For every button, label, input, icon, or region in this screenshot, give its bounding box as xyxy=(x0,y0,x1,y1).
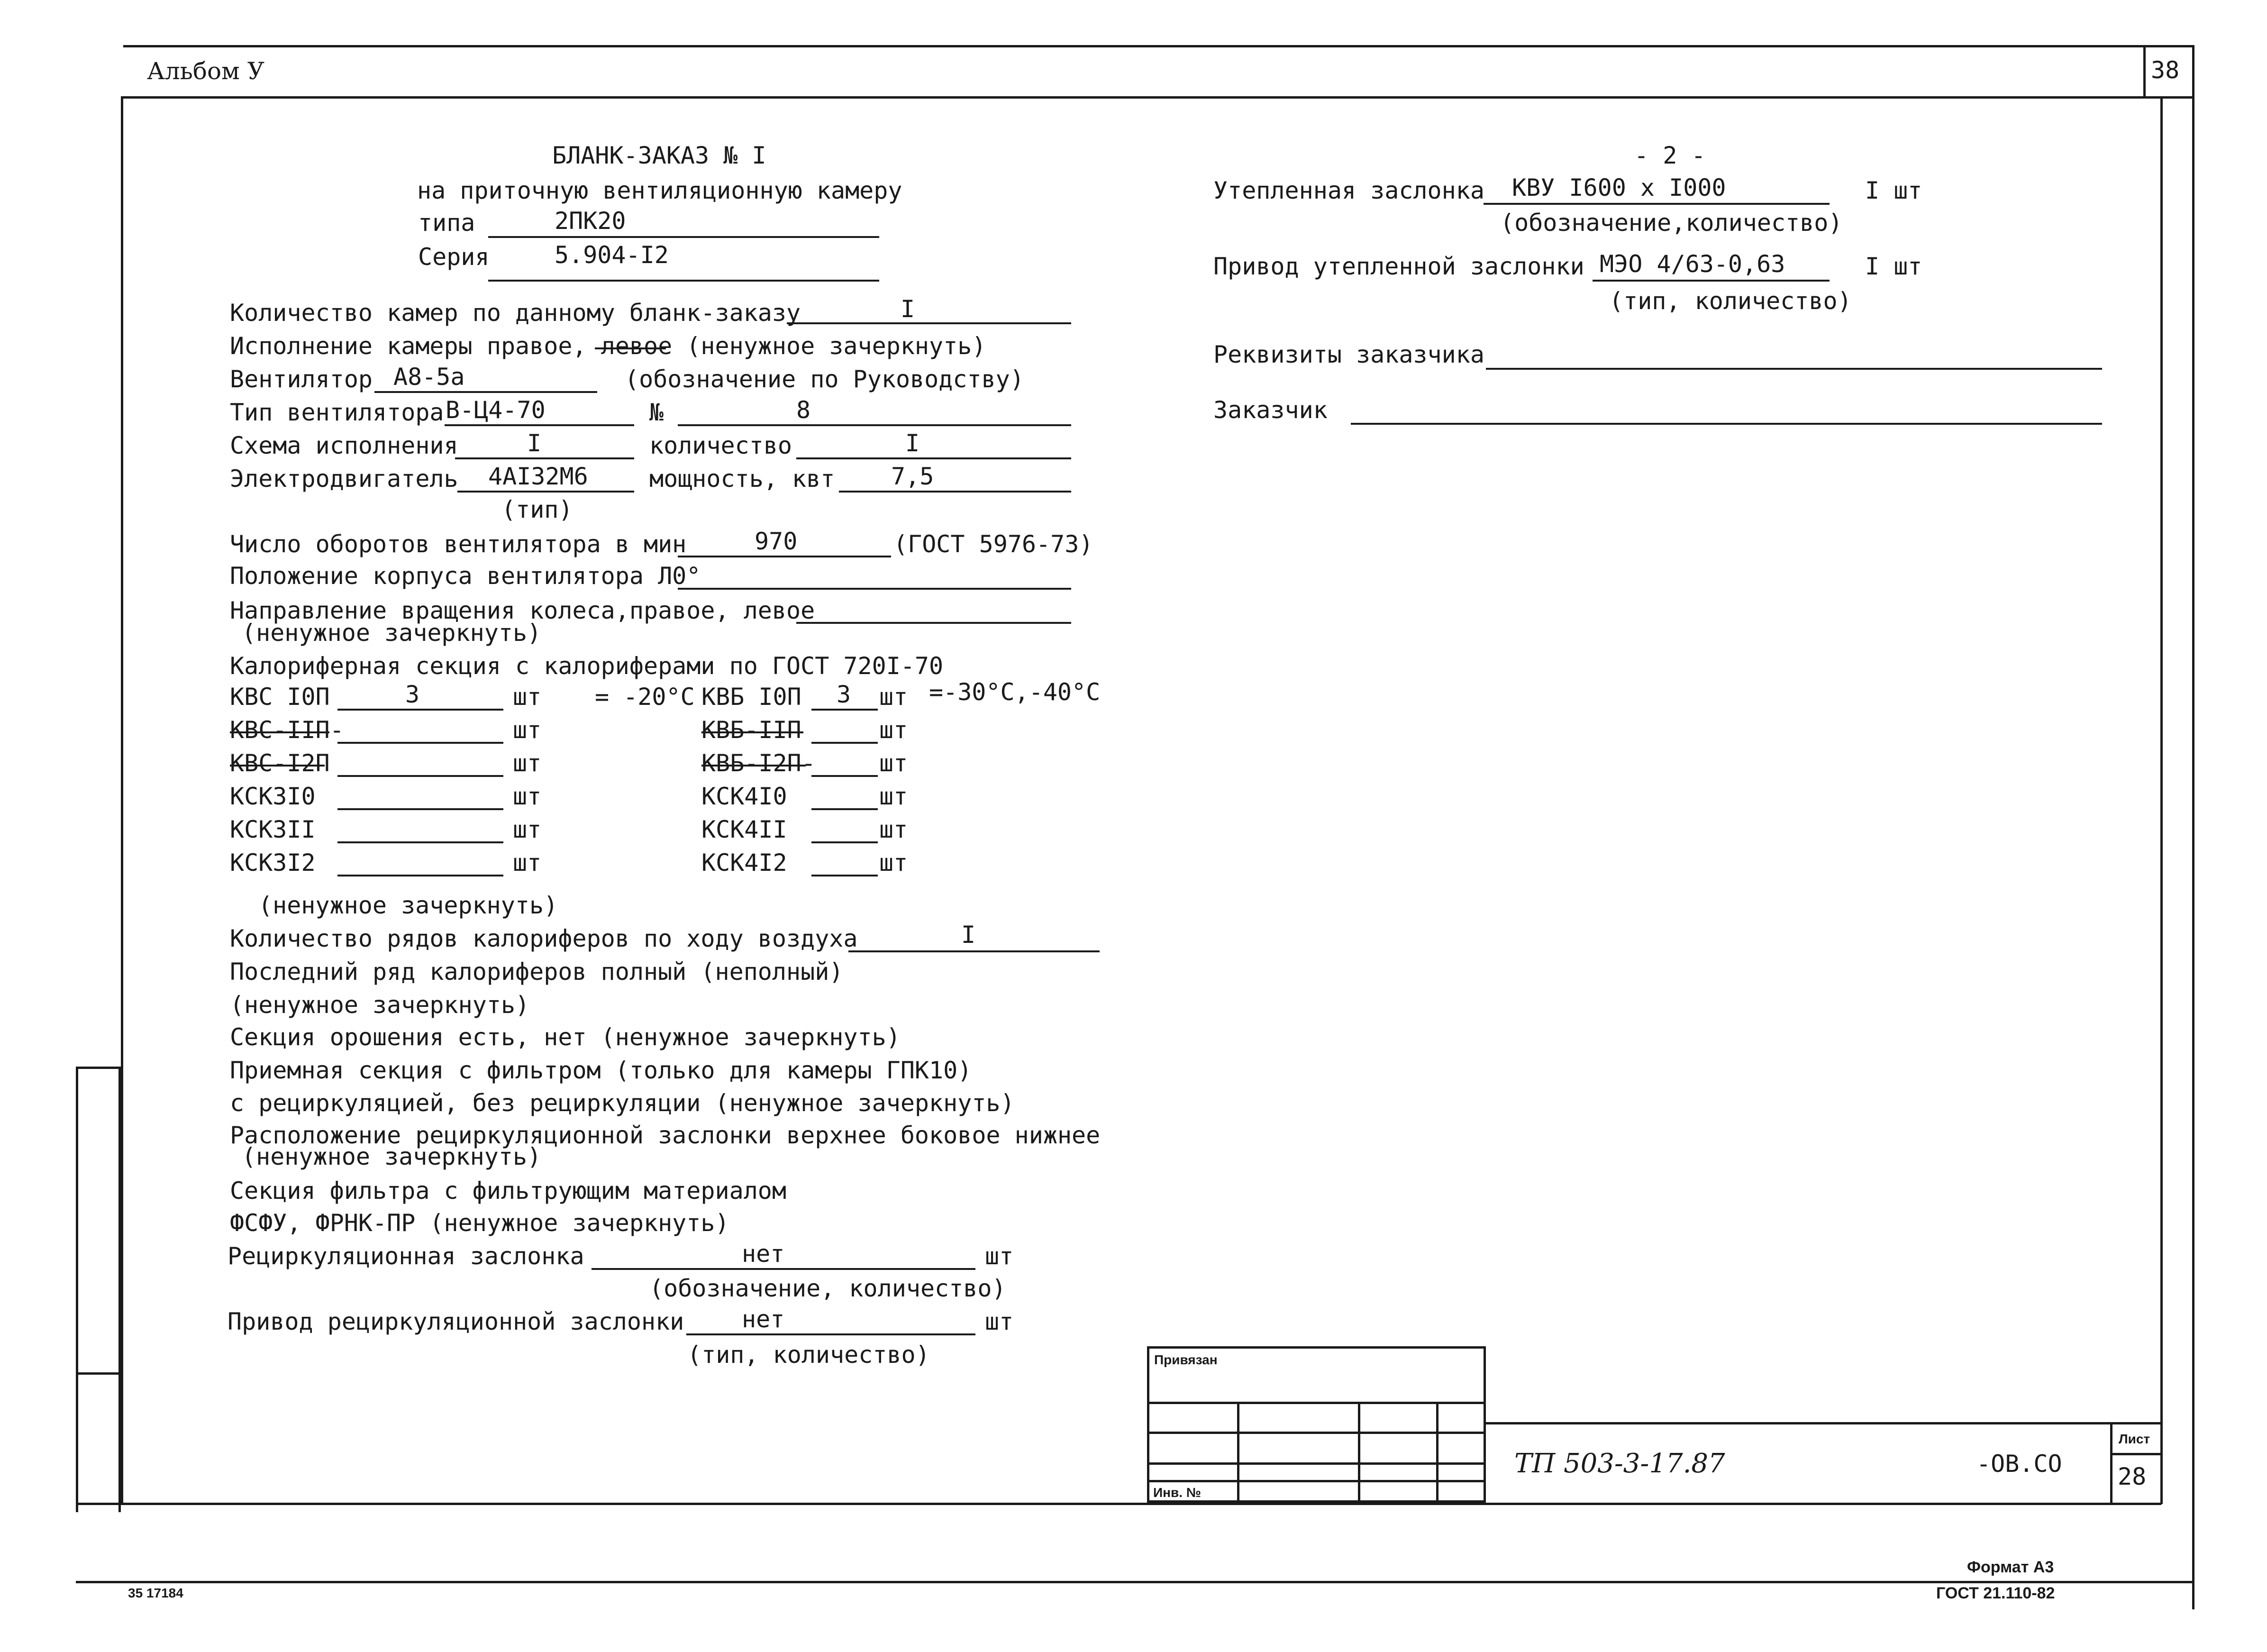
series-label: Серия xyxy=(418,243,490,271)
sheet-box-left xyxy=(2110,1422,2112,1504)
heater-row-b-unit: шт xyxy=(879,783,908,810)
execution-strike xyxy=(595,347,666,349)
power-underline xyxy=(839,491,1071,493)
heater-title: Калориферная секция с калориферами по ГОСТ 720I-70 xyxy=(230,652,944,680)
sheet-number: 28 xyxy=(2118,1463,2147,1490)
heater-row-b: КВБ-IIП xyxy=(701,716,801,744)
heater-row-b: КСК4II xyxy=(701,816,787,843)
heater-row-strike xyxy=(701,731,803,733)
stamp-row-line xyxy=(1149,1402,1486,1404)
customer-underline xyxy=(1351,423,2102,425)
power-label: мощность, квт xyxy=(649,465,835,493)
heater-row-b-unit: шт xyxy=(879,816,908,843)
heater-row-a: КВС-IIП- xyxy=(230,716,344,744)
qty-label: Количество камер по данному бланк-заказу xyxy=(230,299,801,327)
scheme-value: I xyxy=(527,429,542,457)
insulated-drive-underline xyxy=(1593,280,1830,282)
recirc-damper-label: Рециркуляционная заслонка xyxy=(228,1242,584,1270)
recirc-damper-value: нет xyxy=(742,1240,785,1268)
fan-type-underline xyxy=(445,424,634,426)
type-value: 2ПК20 xyxy=(555,207,626,235)
motor-value: 4АI32М6 xyxy=(488,463,588,490)
customer-label: Заказчик xyxy=(1213,396,1328,424)
heater-row-underline xyxy=(811,742,878,744)
insulated-damper-underline xyxy=(1484,203,1830,205)
motor-label: Электродвигатель xyxy=(230,465,458,493)
stamp-row-line xyxy=(1149,1480,1486,1482)
insulated-drive-qty: I шт xyxy=(1865,253,1922,280)
heater-row-a: КСК3II xyxy=(230,816,316,843)
fan-value: А8-5а xyxy=(393,363,465,391)
heater-row-underline xyxy=(337,808,503,810)
fan-no-label: № xyxy=(649,399,664,426)
heater-row-strike xyxy=(230,765,325,767)
qty-value: I xyxy=(901,295,915,323)
recirc-drive-value: нет xyxy=(742,1305,785,1333)
footer-left-code: 35 17184 xyxy=(128,1586,183,1600)
insulated-damper-value: КВУ I600 х I000 xyxy=(1512,174,1726,201)
insulated-damper-qty: I шт xyxy=(1865,177,1922,204)
recirc-drive-underline xyxy=(686,1333,975,1335)
fan-label: Вентилятор xyxy=(230,365,373,393)
document-suffix: -ОВ.СО xyxy=(1976,1450,2062,1478)
filter-section-line: Секция фильтра с фильтрующим материалом xyxy=(230,1177,786,1205)
fan-type-value: В-Ц4-70 xyxy=(446,396,546,424)
heater-row-b-unit: шт xyxy=(879,849,908,876)
heater-row-b: КСК4I0 xyxy=(701,783,787,810)
attachment-stamp xyxy=(1147,1346,1486,1503)
rows-underline xyxy=(848,950,1100,952)
rotation-underline xyxy=(796,622,1071,624)
page-marker: - 2 - xyxy=(1634,142,1706,169)
binding-strip-right xyxy=(118,1067,121,1512)
form-subtitle: на приточную вентиляционную камеру xyxy=(417,177,902,204)
irrigation-line: Секция орошения есть, нет (ненужное зачеркнуть) xyxy=(230,1023,901,1051)
sheet-bottom-border xyxy=(76,1581,2194,1583)
rpm-underline xyxy=(678,556,891,557)
page-number-top: 38 xyxy=(2151,56,2180,84)
housing-underline xyxy=(678,588,1071,590)
requisites-label: Реквизиты заказчика xyxy=(1213,341,1484,368)
heater-row-underline xyxy=(811,875,878,876)
binding-strip-left xyxy=(76,1067,78,1512)
recirc-damper-note: (обозначение, количество) xyxy=(649,1275,1006,1302)
heater-row-a-unit: шт xyxy=(513,849,542,876)
fan-no-underline xyxy=(678,424,1071,426)
heater-row-underline xyxy=(811,808,878,810)
heater-row-b-unit: шт xyxy=(879,749,908,777)
binding-strip-top xyxy=(76,1067,121,1069)
rpm-label: Число оборотов вентилятора в мин xyxy=(230,530,687,558)
recirc-drive-label: Привод рециркуляционной заслонки xyxy=(228,1308,684,1335)
requisites-underline xyxy=(1486,368,2102,370)
stamp-col-line xyxy=(1436,1402,1438,1503)
motor-note: (тип) xyxy=(501,496,573,523)
rotation-note: (ненужное зачеркнуть) xyxy=(242,619,542,647)
heater-row-a: КВС-I2П xyxy=(230,749,330,777)
scheme-underline xyxy=(455,457,634,459)
kvs-unit: шт xyxy=(513,683,542,711)
count-label: количество xyxy=(649,432,792,459)
titleblock-top-line xyxy=(1486,1422,2161,1424)
kvb-label: КВБ I0П xyxy=(701,683,801,711)
heater-row-underline xyxy=(337,841,503,843)
outer-right-border xyxy=(2192,45,2194,1609)
recirc-damper-unit: шт xyxy=(985,1242,1014,1270)
heater-row-a-unit: шт xyxy=(513,816,542,843)
rows-value: I xyxy=(961,921,976,949)
type-underline xyxy=(488,236,879,238)
rotation-label: Направление вращения колеса,правое, левое xyxy=(230,597,815,624)
heater-row-underline xyxy=(811,841,878,843)
heater-row-underline xyxy=(337,875,503,876)
kvs-temp: = -20°С xyxy=(595,683,695,711)
heater-row-strike xyxy=(230,731,329,733)
heater-strike-note: (ненужное зачеркнуть) xyxy=(258,892,558,919)
inventory-number-label: Инв. № xyxy=(1153,1485,1202,1500)
top-border xyxy=(123,45,2194,47)
heater-row-a: КСК3I0 xyxy=(230,783,316,810)
count-value: I xyxy=(905,429,920,457)
intake-line: Приемная секция с фильтром (только для камеры ГПК10) xyxy=(230,1057,972,1084)
count-underline xyxy=(796,457,1071,459)
recirc-drive-note: (тип, количество) xyxy=(687,1341,930,1369)
fan-type-label: Тип вентилятора xyxy=(230,399,444,426)
series-value: 5.904-I2 xyxy=(555,241,669,269)
attached-label: Привязан xyxy=(1154,1352,1218,1367)
inner-right-border xyxy=(2160,96,2163,1504)
series-underline xyxy=(488,280,879,282)
power-value: 7,5 xyxy=(891,463,934,490)
recirc-position-line: Расположение рециркуляционной заслонки верхнее боковое нижнее xyxy=(230,1122,1101,1149)
heater-row-strike xyxy=(701,765,806,767)
last-row-note: (ненужное зачеркнуть) xyxy=(230,991,530,1019)
sheet-label: Лист xyxy=(2119,1432,2150,1446)
heater-row-a: КСК3I2 xyxy=(230,849,316,876)
insulated-drive-value: МЭО 4/63-0,63 xyxy=(1600,250,1785,278)
heater-row-underline xyxy=(811,775,878,777)
type-label: типа xyxy=(418,209,475,237)
album-label: Альбом У xyxy=(147,57,264,85)
stamp-col-line xyxy=(1358,1402,1360,1503)
housing-label: Положение корпуса вентилятора Л0° xyxy=(230,562,701,590)
fan-underline xyxy=(374,391,597,393)
qty-underline xyxy=(787,322,1071,324)
heater-row-underline xyxy=(337,775,503,777)
outer-left-border xyxy=(121,96,123,1504)
heater-row-b: КСК4I2 xyxy=(701,849,787,876)
kvb-value: 3 xyxy=(837,681,851,708)
insulated-damper-label: Утепленная заслонка xyxy=(1213,177,1484,204)
document-code: ТП 503-3-17.87 xyxy=(1514,1448,1725,1479)
execution-line: Исполнение камеры правое, левое (ненужное зачеркнуть) xyxy=(230,332,986,360)
filter-options-line: ФСФУ, ФРНК-ПР (ненужное зачеркнуть) xyxy=(230,1209,729,1237)
page-number-box-left xyxy=(2143,45,2146,97)
header-bottom-border xyxy=(123,96,2194,99)
scheme-label: Схема исполнения xyxy=(230,432,458,459)
drawing-bottom-border xyxy=(76,1503,2161,1505)
form-title: БЛАНК-ЗАКАЗ № I xyxy=(552,142,766,169)
rpm-gost: (ГОСТ 5976-73) xyxy=(893,530,1093,558)
binding-strip-mid xyxy=(76,1372,121,1375)
motor-underline xyxy=(457,491,634,493)
recirc-position-note: (ненужное зачеркнуть) xyxy=(242,1143,542,1170)
fan-no-value: 8 xyxy=(796,396,811,424)
heater-row-b: КВБ-I2П- xyxy=(701,749,816,777)
heater-row-a-unit: шт xyxy=(513,716,542,744)
kvb-temp: =-30°С,-40°С xyxy=(929,678,1101,706)
heater-row-a-unit: шт xyxy=(513,749,542,777)
kvb-underline xyxy=(811,709,878,711)
recirc-damper-underline xyxy=(592,1268,975,1270)
rows-label: Количество рядов калориферов по ходу воздуха xyxy=(230,925,858,952)
kvb-unit: шт xyxy=(879,683,908,711)
recirc-options-line: с рециркуляцией, без рециркуляции (ненужное зачеркнуть) xyxy=(230,1089,1015,1117)
insulated-damper-note: (обозначение,количество) xyxy=(1500,209,1843,237)
stamp-row-line xyxy=(1149,1462,1486,1465)
heater-row-underline xyxy=(337,742,503,744)
heater-row-b-unit: шт xyxy=(879,716,908,744)
sheet-box-divider xyxy=(2110,1453,2160,1455)
gost-label: ГОСТ 21.110-82 xyxy=(1936,1584,2055,1602)
last-row-line: Последний ряд калориферов полный (неполный) xyxy=(230,958,844,986)
insulated-drive-note: (тип, количество) xyxy=(1609,287,1852,315)
kvs-underline xyxy=(337,709,503,711)
heater-row-a-unit: шт xyxy=(513,783,542,810)
kvs-value: 3 xyxy=(405,681,420,708)
format-label: Формат А3 xyxy=(1967,1558,2054,1576)
insulated-drive-label: Привод утепленной заслонки xyxy=(1213,253,1584,280)
stamp-row-line xyxy=(1149,1432,1486,1434)
stamp-col-line xyxy=(1237,1402,1239,1503)
recirc-drive-unit: шт xyxy=(985,1308,1014,1335)
fan-note: (обозначение по Руководству) xyxy=(625,365,1024,393)
kvs-label: КВС I0П xyxy=(230,683,330,711)
rpm-value: 970 xyxy=(755,528,798,555)
